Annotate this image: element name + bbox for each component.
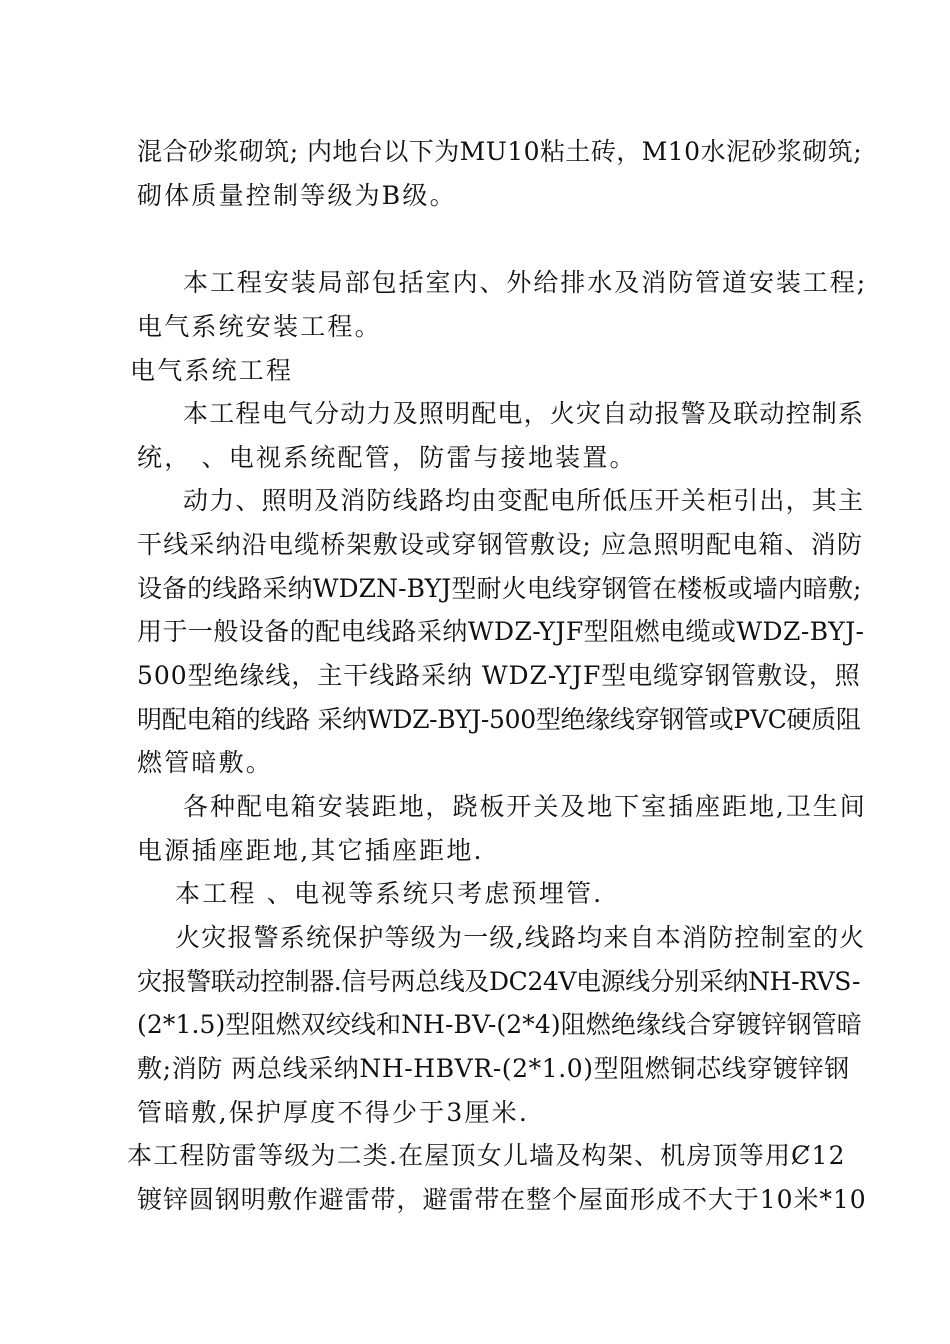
text-line: 电气系统安装工程。	[137, 312, 382, 341]
text-line: 本工程防雷等级为二类.在屋顶女儿墙及构架、机房顶等用Ȼ12	[127, 1141, 846, 1170]
text-line: 灾报警联动控制器.信号两总线及DC24V电源线分别采纳NH-RVS-	[137, 967, 860, 996]
text-line: 镀锌圆钢明敷作避雷带，避雷带在整个屋面形成不大于10米*10	[137, 1185, 867, 1214]
text-line: 用于一般设备的配电线路采纳WDZ-YJF型阻燃电缆或WDZ-BYJ-	[137, 617, 865, 646]
text-line: 明配电箱的线路 采纳WDZ-BYJ-500型绝缘线穿钢管或PVC硬质阻	[137, 705, 861, 734]
text-line: 本工程电气分动力及照明配电，火灾自动报警及联动控制系	[183, 399, 865, 428]
section-heading: 电气系统工程	[130, 356, 294, 385]
text-line: 各种配电箱安装距地，跷板开关及地下室插座距地,卫生间	[183, 792, 867, 821]
text-line: 500型绝缘线，主干线路采纳 WDZ-YJF型电缆穿钢管敷设，照	[137, 661, 861, 690]
text-line: 设备的线路采纳WDZN-BYJ型耐火电线穿钢管在楼板或墙内暗敷;	[137, 574, 862, 603]
text-line: 砌体质量控制等级为B级。	[137, 181, 457, 210]
text-line: 混合砂浆砌筑; 内地台以下为MU10粘土砖，M10水泥砂浆砌筑;	[137, 137, 863, 166]
text-line: 干线采纳沿电缆桥架敷设或穿钢管敷设; 应急照明配电箱、消防	[137, 530, 864, 559]
text-line: 电源插座距地,其它插座距地.	[137, 836, 484, 865]
text-line: 本工程 、电视等系统只考虑预埋管.	[175, 879, 604, 908]
text-line: 燃管暗敷。	[137, 748, 274, 777]
text-line: 本工程安装局部包括室内、外给排水及消防管道安装工程;	[183, 268, 868, 297]
text-line: 敷;消防 两总线采纳NH-HBVR-(2*1.0)型阻燃铜芯线穿镀锌钢	[137, 1054, 850, 1083]
text-line: (2*1.5)型阻燃双绞线和NH-BV-(2*4)阻燃绝缘线合穿镀锌钢管暗	[137, 1010, 862, 1039]
text-line: 统， 、电视系统配管，防雷与接地装置。	[137, 443, 637, 472]
text-line: 火灾报警系统保护等级为一级,线路均来自本消防控制室的火	[175, 923, 866, 952]
text-line: 管暗敷,保护厚度不得少于3厘米.	[137, 1098, 530, 1127]
text-line: 动力、照明及消防线路均由变配电所低压开关柜引出，其主	[183, 486, 865, 515]
